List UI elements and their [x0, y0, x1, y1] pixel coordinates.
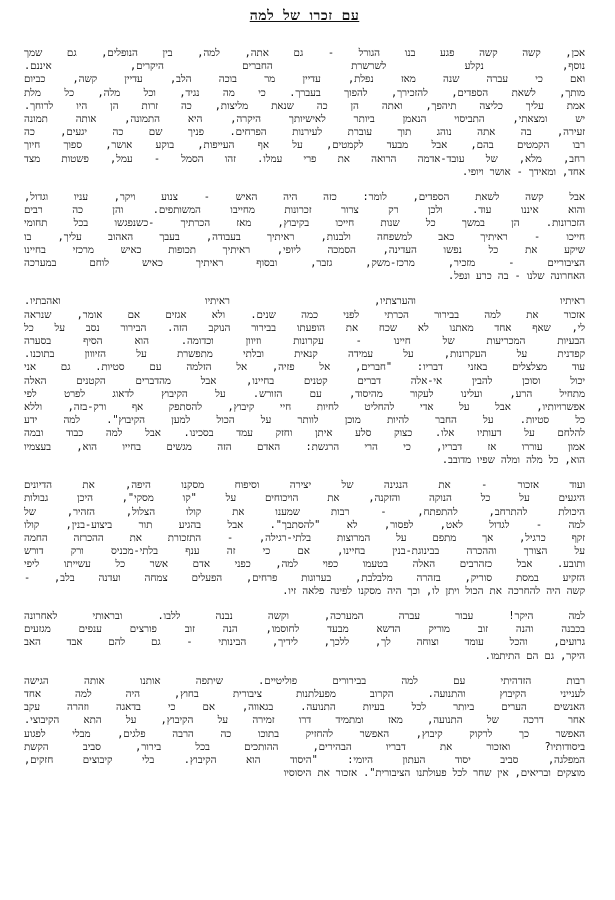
text-line: היקר, גם הם התיתמו.	[484, 649, 585, 662]
text-line: הזכרונות. הן במשך כל שנות חייכו בקיבוץ, מאז הכרתיך -כשנפגשו בכל תחומי	[24, 217, 585, 230]
text-line: היכולת להתרחב, להתפתח, - רבות שמענו את קולו הצלול, הזהיר, של	[24, 505, 585, 518]
text-line: אחד, ומאידך - אושר ויופי.	[462, 165, 585, 178]
text-line: נוסף, נקלע לשרשרת החברים היקרים, איננם.	[24, 60, 585, 73]
text-line: ראיתיו והערצתיו, ראיתיו ואהבתיו.	[24, 295, 585, 308]
text-line: אזכור את למה בבירור הכרתי לפני כמה שנים. ולא אגזים אם אומר, שנראה	[24, 308, 585, 321]
text-line: רבות הזדהיתי עם למה בבירורים פוליטיים. שיתפה אותנו אותה הגישה	[24, 674, 585, 687]
text-line: ועוד אזכור - את הנגינה של יצירה וסיפוח מסקנו היפה, את הדיונים	[24, 479, 585, 492]
text-line: אמון עוררו אז דבריו, כי הרי הרגשת: האדם הזה מגשים בחייו הוא, בעצמיו	[24, 440, 585, 453]
text-line: ואם כי עברה שנה מאז נפלת, עדיין מר בוכה הלב, עדיין קשה, כביום	[24, 73, 585, 86]
text-line: הוא, כל מלה ומלה שפיו מדובב.	[441, 453, 585, 466]
text-line: לענייני הקיבוץ והתנועה. הקרוב מפעלתנות ציבורית בחוץ, היה למה אחד	[24, 687, 585, 700]
text-line: מוצקים ובריאים, אין שחר לכל פעולתנו הציבורית". אזכור את היסוסיו	[283, 767, 585, 780]
text-line: האנשים הערים ביותר לכל בעיות התנועה. בגאווה, אם כי בדאגה וזהרה עקב	[24, 701, 585, 714]
text-line: זעירה, בה אתה נוהג תוך עוברת לעירנות הפרחים. פניך שם כה יגעים, כה	[24, 126, 585, 139]
text-line: מותך, לשאת הספדים, להזכירך, להפוך בעברך. כי מה נגיד, וכל מלה, כל מלת	[24, 86, 585, 99]
text-line: על הצורך וההכרה בבינוגת-בנין בחיינו, אם כי זה ענף בלתי-מכניס ורק דורש	[24, 545, 585, 558]
paragraph	[24, 47, 585, 179]
paragraph	[24, 295, 585, 467]
text-line: והוא איננו עוד. ולכן רק צרור זכרונות מחייבו המשותפים. והן כה רבים	[24, 204, 585, 217]
text-line: זקף כרגיל, אך מתפם על המרוצות בלתי-רגילה, - התזכורת את ההכרזה החמה	[24, 531, 585, 544]
text-line: למה - לגדול לאט, לפסור, לא "להסתבך". אבל בהגיע תור ביצוע-בנין, קולו	[24, 518, 585, 531]
text-line: למה היקר! עבור עברה המערכה, וקשה נבנה ללבו. ובראותי לאחרונה	[24, 609, 585, 622]
text-line: יש ומצאתי, התביסוי הנאמן ביותר לאישיותך היקרה, היא התמונה, אותה תמונה	[24, 113, 585, 126]
document-title: עם זכרו של למה	[249, 8, 360, 24]
text-line: אחר דרכה של התנועה, מאז ומתמיד דרו זמירה על הקיבוץ, על התא הקיבוצי.	[24, 714, 585, 727]
text-line: קפדנית על העקרונות, על עמידה קנאית ובלתי מתפשרת על הזיווון בתוכנו.	[24, 348, 585, 361]
text-line: חייכו - ראיתיך כאב למשפחה ולבנות, ראיתיך בעבודה, בעבך האהוב עליך, בו	[24, 230, 585, 243]
text-line: האפשר כך לרקוק קיבוץ, האפשר להחזיק בתוכו כה הרבה פלגים, מבלי לפגוע	[24, 727, 585, 740]
text-line: גרועים, והכל עומד וצוחה לך, ללכך, לידיך, הבינותי - גם להם אבד האב	[24, 636, 585, 649]
text-line: רבו הקמטים בהם, אבל מבעד לקמטים, על אף העייפות, בוקע אושר, ספוך חיוך	[24, 139, 585, 152]
text-line: הבעיות המכריעות של חיינו - עקרונות וזיוון וכדומה. הוא הסיף בסערה	[24, 335, 585, 348]
text-line: היגעים על כל הנוקה והזקנה, את הויכוחים על "קו מסקי", היכן גבולות	[24, 492, 585, 505]
paragraph	[24, 610, 585, 663]
text-line: הציבוריים - מזכיר, מרכז-משק, גזבר, ובסוף ראיתיך כאיש לוחם במערכה	[24, 257, 585, 270]
text-line: עוד מצלצלים באזני דבריו: "חברים, אל פזיה, אל הזלמה עם סטיות. גם אני	[24, 361, 585, 374]
paragraph	[24, 191, 585, 283]
text-line: קשה היה להחרכה את הכול ויתן לו, וכך היה מסקנו לפינה פלאה זיו.	[282, 584, 585, 597]
paragraph	[24, 675, 585, 781]
document-body	[24, 47, 585, 780]
text-line: כל סטיות. על החבר להיות מוכן לוותר על הכול למען הקיבוץ". למה ידע	[24, 414, 585, 427]
text-line: ביסודותיו? ואזכור את דבריו הבהירים, ההותכים בכל בירור, סביב הקשת	[24, 740, 585, 753]
text-line: אפשרויותיו, אבל על אדי להחליט לחיות חיי קיבוץ, להסתפק אף ורק-בזה, וללא	[24, 401, 585, 414]
text-line: רחב, מלא, של עובד-אדמה הרואה את פרי עמלו. זהו הסמל - עמל, פשטות מצד	[24, 152, 585, 165]
text-line: מתחיל הרע, ועלינו לעקור מהיסוד, עם הזורש. על הקיבוץ לדאוג לפרט לפי	[24, 387, 585, 400]
text-line: האחרונה שלנו - בה כרע ונפל.	[448, 270, 585, 283]
text-line: אמת עליך כליצה תיהפך, ואתה הן כה שנאת מליצות, כה זרות הן היו לרוחך.	[24, 99, 585, 112]
text-line: יכול וסוכן להבין אי-אלה דברים קטנים בחיינו, אבל מהדברים הקטנים האלה	[24, 374, 585, 387]
text-line: המפלגה, סביב יסוד העתון היומי: "היסוד הוא הקיבוץ. בלי קיבוצים חזקים,	[24, 753, 585, 766]
text-line: בכבנה והנה זוב מוריק הדשא מבעד לחוסמו, הנה זוב פורצים ענפים מגזעים	[24, 623, 585, 636]
text-line: להלחם על דעותיו אלו. כצוק סלע איתן וחזק עמד בסכינו. אבל למה כבוד ובמה	[24, 427, 585, 440]
paragraph	[24, 479, 585, 598]
text-line: הזקיע במסת סוריק, בזהרה מלבלבת, בערוגות פרחים, הפעלים צמחה ועדנה בלב, -	[24, 571, 585, 584]
text-line: ותובע. אבל כזהרבים האלה בטעמו כפוי למה, כפני אדם אשר כל עשייתו ליפי	[24, 558, 585, 571]
text-line: לי, שאף אחד מאתנו לא שכח את הופעתו בבירור הנוקב הזה. הבירור נסב על כל	[24, 321, 585, 334]
text-line: אבל קשה לשאת הספדים, לומר: כזה היה האיש - צנוע ויקר, עניו וגדול,	[24, 191, 585, 204]
text-line: אכן, קשה קשה פגע בנו הגורל - גם אתה, למה, בין הנופלים, גם שמך	[24, 47, 585, 59]
text-line: שיקע את כל נפשו העדינה, הסמכה ליופי, ראיתיך תכופות כאיש מרכזי בחיינו	[24, 243, 585, 256]
